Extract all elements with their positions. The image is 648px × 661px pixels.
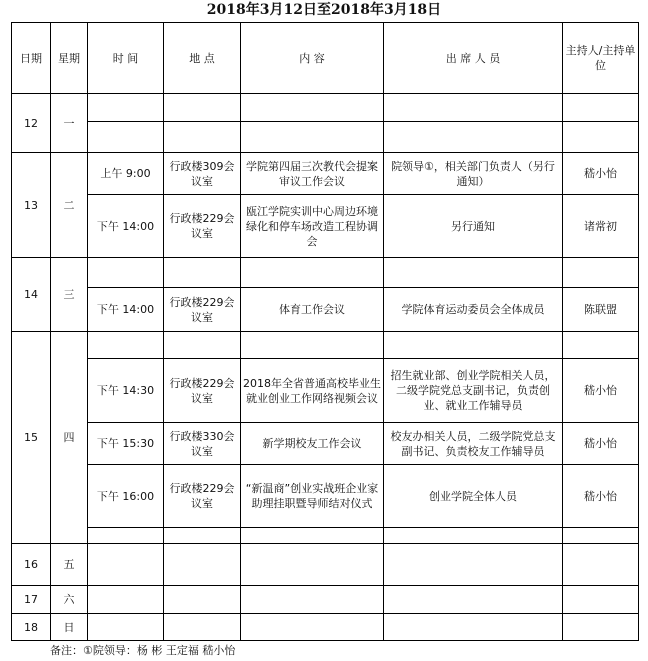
- table-row: [12, 258, 639, 288]
- event-time: 上午 9:00: [88, 153, 164, 195]
- table-row: [12, 614, 639, 641]
- date-cell: 13: [12, 153, 51, 258]
- weekday-cell: 六: [51, 586, 88, 614]
- event-attendees: 校友办相关人员，二级学院党总支副书记、负责校友工作辅导员: [384, 423, 563, 465]
- event-host: 嵇小怡: [563, 465, 639, 528]
- header-host: 主持人/主持单位: [563, 23, 639, 94]
- weekday-cell: 二: [51, 153, 88, 258]
- table-row: [12, 465, 639, 528]
- table-row: [12, 94, 639, 122]
- event-attendees: 招生就业部、创业学院相关人员，二级学院党总支副书记，负责创业、就业工作辅导员: [384, 359, 563, 423]
- event-time: 下午 14:00: [88, 288, 164, 332]
- table-row: [12, 423, 639, 465]
- event-attendees: 院领导①，相关部门负责人（另行通知）: [384, 153, 563, 195]
- weekday-cell: 四: [51, 332, 88, 544]
- table-row: [12, 153, 639, 195]
- event-time: 下午 14:30: [88, 359, 164, 423]
- event-host: 诸常初: [563, 195, 639, 258]
- event-place: 行政楼309会议室: [164, 153, 241, 195]
- event-content: 学院第四届三次教代会提案审议工作会议: [241, 153, 384, 195]
- event-attendees: 学院体育运动委员会全体成员: [384, 288, 563, 332]
- table-row: [12, 544, 639, 586]
- event-host: 嵇小怡: [563, 423, 639, 465]
- header-attendees: 出 席 人 员: [384, 23, 563, 94]
- event-time: 下午 15:30: [88, 423, 164, 465]
- event-attendees: 另行通知: [384, 195, 563, 258]
- event-content: “新温商”创业实战班企业家助理挂职暨导师结对仪式: [241, 465, 384, 528]
- event-host: 嵇小怡: [563, 359, 639, 423]
- header-weekday: 星期: [51, 23, 88, 94]
- event-time: 下午 14:00: [88, 195, 164, 258]
- schedule-table: [11, 22, 639, 641]
- table-row: [12, 195, 639, 258]
- date-cell: 14: [12, 258, 51, 332]
- table-row: [12, 528, 639, 544]
- event-content: 新学期校友工作会议: [241, 423, 384, 465]
- schedule-title: 2018年3月12日至2018年3月18日: [206, 2, 442, 18]
- event-host: 嵇小怡: [563, 153, 639, 195]
- event-place: 行政楼229会议室: [164, 195, 241, 258]
- weekday-cell: 日: [51, 614, 88, 641]
- date-cell: 18: [12, 614, 51, 641]
- header-row: [12, 23, 639, 94]
- date-cell: 17: [12, 586, 51, 614]
- weekday-cell: 一: [51, 94, 88, 153]
- table-row: [12, 586, 639, 614]
- header-content: 内 容: [241, 23, 384, 94]
- event-place: 行政楼229会议室: [164, 288, 241, 332]
- table-row: [12, 288, 639, 332]
- event-place: 行政楼229会议室: [164, 465, 241, 528]
- event-time: 下午 16:00: [88, 465, 164, 528]
- event-content: 体育工作会议: [241, 288, 384, 332]
- header-time: 时 间: [88, 23, 164, 94]
- weekday-cell: 五: [51, 544, 88, 586]
- event-content: 2018年全省普通高校毕业生就业创业工作网络视频会议: [241, 359, 384, 423]
- table-row: [12, 332, 639, 359]
- event-host: 陈联盟: [563, 288, 639, 332]
- footnote: 备注：①院领导：杨 彬 王定福 嵇小怡: [50, 644, 236, 657]
- event-place: 行政楼330会议室: [164, 423, 241, 465]
- date-cell: 15: [12, 332, 51, 544]
- date-cell: 16: [12, 544, 51, 586]
- weekday-cell: 三: [51, 258, 88, 332]
- table-row: [12, 359, 639, 423]
- event-content: 瓯江学院实训中心周边环境绿化和停车场改造工程协调会: [241, 195, 384, 258]
- event-attendees: 创业学院全体人员: [384, 465, 563, 528]
- date-cell: 12: [12, 94, 51, 153]
- header-date: 日期: [12, 23, 51, 94]
- table-row: [12, 122, 639, 153]
- header-place: 地 点: [164, 23, 241, 94]
- event-place: 行政楼229会议室: [164, 359, 241, 423]
